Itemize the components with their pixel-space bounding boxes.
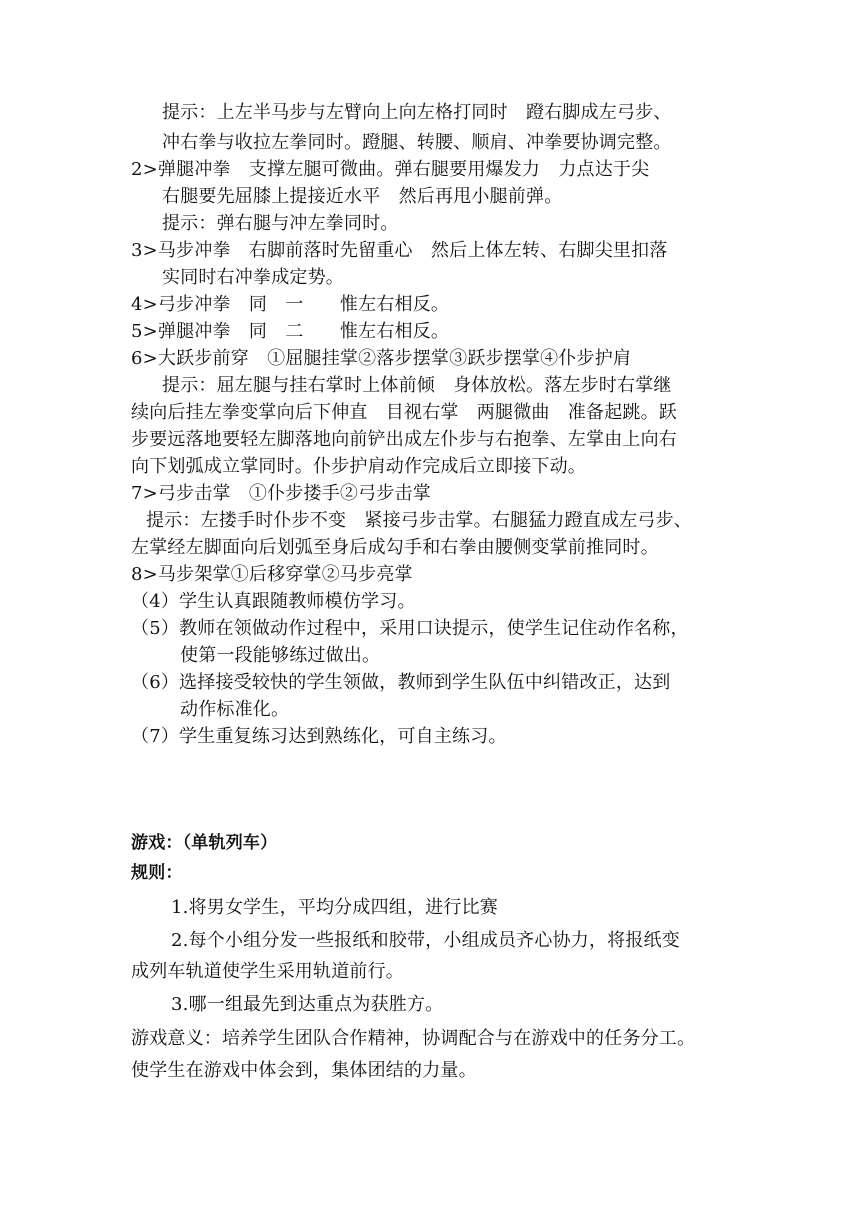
game-meaning-line1: 游戏意义：培养学生团队合作精神，协调配合与在游戏中的任务分工。 [131, 1028, 696, 1049]
step6-tip-line3: 步要远落地要轻左脚落地向前铲出成左仆步与右抱拳、左掌由上向右 [131, 429, 677, 450]
step4: 4>弓步冲拳 同 一 惟左右相反。 [131, 294, 450, 315]
teaching-item-5-line2: 使第一段能够练过做出。 [180, 645, 381, 666]
game-rule-1: 1.将男女学生，平均分成四组，进行比赛 [171, 897, 498, 918]
tip1-line2: 冲右拳与收拉左拳同时。蹬腿、转腰、顺肩、冲拳要协调完整。 [162, 132, 672, 153]
step8: 8>马步架掌①后移穿掌②马步亮掌 [131, 564, 413, 585]
step3-line2: 实同时右冲拳成定势。 [162, 267, 344, 288]
step3-line1: 3>马步冲拳 右脚前落时先留重心 然后上体左转、右脚尖里扣落 [131, 240, 668, 261]
teaching-item-6-line2: 动作标准化。 [180, 699, 290, 720]
step6-tip-line2: 续向后挂左拳变掌向后下伸直 目视右掌 两腿微曲 准备起跳。跃 [131, 402, 677, 423]
game-rule-2-line1: 2.每个小组分发一些报纸和胶带，小组成员齐心协力，将报纸变 [171, 930, 680, 951]
step2-line1: 2>弹腿冲拳 支撑左腿可微曲。弹右腿要用爆发力 力点达于尖 [131, 159, 650, 180]
step2-tip: 提示：弹右腿与冲左拳同时。 [162, 213, 399, 234]
step7-tip-line2: 左掌经左脚面向后划弧至身后成勾手和右拳由腰侧变掌前推同时。 [131, 537, 659, 558]
game-rule-3: 3.哪一组最先到达重点为获胜方。 [171, 994, 444, 1015]
teaching-item-7: （7）学生重复练习达到熟练化，可自主练习。 [131, 726, 507, 747]
step6-tip-line1: 提示：屈左腿与挂右掌时上体前倾 身体放松。落左步时右掌继 [162, 375, 672, 396]
step7-line1: 7>弓步击掌 ①仆步搂手②弓步击掌 [131, 483, 431, 504]
step6-line1: 6>大跃步前穿 ①屈腿挂掌②落步摆掌③跃步摆掌④仆步护肩 [131, 348, 632, 369]
game-rules-heading: 规则： [131, 863, 183, 883]
step6-tip-line4: 向下划弧成立掌同时。仆步护肩动作完成后立即接下动。 [131, 456, 586, 477]
step7-tip-line1: 提示：左搂手时仆步不变 紧接弓步击掌。右腿猛力蹬直成左弓步、 [146, 510, 692, 531]
step2-line2: 右腿要先屈膝上提接近水平 然后再甩小腿前弹。 [162, 186, 563, 207]
teaching-item-5-line1: （5）教师在领做动作过程中，采用口诀提示，使学生记住动作名称， [131, 618, 689, 639]
game-rule-2-line2: 成列车轨道使学生采用轨道前行。 [131, 961, 404, 982]
teaching-item-6-line1: （6）选择接受较快的学生领做，教师到学生队伍中纠错改正，达到 [131, 672, 671, 693]
game-meaning-line2: 使学生在游戏中体会到，集体团结的力量。 [131, 1060, 477, 1081]
step5: 5>弹腿冲拳 同 二 惟左右相反。 [131, 321, 450, 342]
tip1-line1: 提示：上左半马步与左臂向上向左格打同时 蹬右脚成左弓步、 [162, 102, 672, 123]
teaching-item-4: （4）学生认真跟随教师模仿学习。 [131, 591, 416, 612]
game-title: 游戏：（单轨列车） [131, 833, 278, 853]
